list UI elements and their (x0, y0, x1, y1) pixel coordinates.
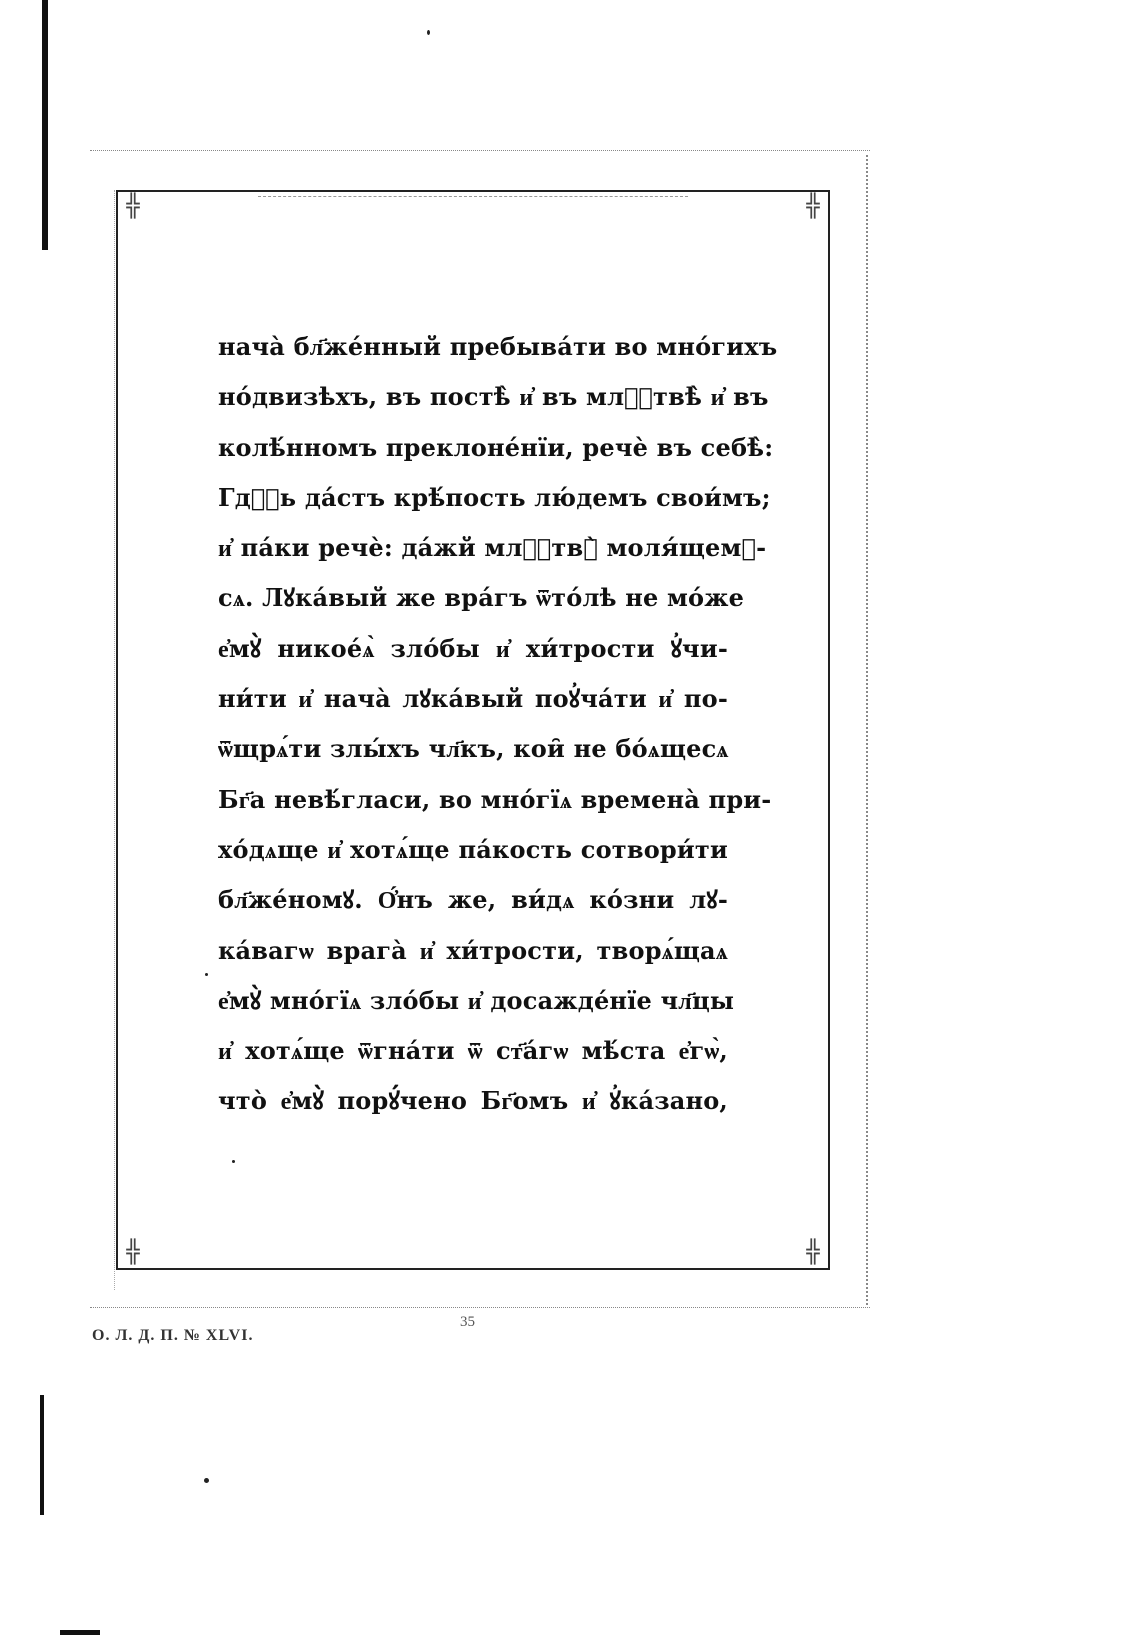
text-frame (116, 190, 830, 1270)
frame-top-dash (258, 196, 688, 197)
outer-dotted-left (114, 190, 115, 1290)
church-slavonic-text (218, 322, 778, 1127)
text-line: бл҃же́номꙋ. О҆́нъ же, ви́дѧ ко́зни лꙋ- (218, 885, 728, 915)
scan-binding-edge-lower (40, 1395, 44, 1515)
collection-reference: О. Л. Д. П. № XLVI. (92, 1327, 254, 1344)
text-line: нача̀ бл҃же́нный пребыва́ти во мно́гихъ (218, 332, 778, 361)
outer-dotted-bottom (90, 1307, 870, 1308)
scan-speck (427, 30, 430, 35)
text-line: е҆мꙋ̀ никое́ѧ̀ зло́бы и҆ хи́трости ꙋ҆чи- (218, 633, 728, 663)
text-line: хо́дѧще и҆ хотѧ́ще па́кость сотвори́ти (218, 834, 728, 864)
text-line: но́двизѣхъ, въ постѣ̀ и҆ въ млⷭ҇твѣ̀ и҆ въ (218, 382, 769, 412)
scan-binding-edge (42, 0, 48, 250)
text-line: что̀ е҆мꙋ̀ порꙋ́чено Бг҃омъ и҆ ꙋ҆ка́зано, (218, 1086, 728, 1116)
text-line: ка́вагѡ врага̀ и҆ хи́трости, творѧ́щаѧ (218, 935, 728, 965)
scan-bottom-mark (60, 1630, 100, 1635)
text-line: и҆ па́ки речѐ: да́жй млⷭ҇твꙋ̀ моля́щемꙋ- (218, 533, 767, 563)
scan-speck (232, 1160, 235, 1163)
outer-dotted-right (866, 155, 868, 1305)
corner-ornament-icon: ╬ (806, 1240, 820, 1265)
scan-speck (205, 973, 208, 976)
text-line: е҆мꙋ̀ мно́гїѧ зло́бы и҆ досажде́нїе чл҃цы (218, 985, 735, 1015)
text-line: колѣ́нномъ преклоне́нїи, речѐ въ себѣ̀: (218, 432, 774, 462)
text-line: и҆ хотѧ́ще ѿгна́ти ѿ ст҃а́гѡ мѣ́ста е҆гѡ̀, (218, 1036, 728, 1066)
scan-speck (204, 1478, 209, 1483)
text-line: Гдⷭ҇ь да́стъ крѣ́пость лю́демъ свои́мъ; (218, 482, 771, 512)
text-line: ѿщрѧ́ти злы́хъ чл҃къ, кои̑ не бо́ѧщесѧ (218, 734, 729, 764)
page-number: 35 (460, 1314, 475, 1330)
text-line: Бг҃а невѣ́гласи, во мно́гїѧ времена̀ при- (218, 784, 772, 814)
outer-dotted-top (90, 150, 870, 151)
text-line: ни́ти и҆ нача̀ лꙋка́вый поꙋ҆ча́ти и҆ по- (218, 684, 728, 714)
text-line: сѧ. Лꙋка́вый же вра́гъ ѿто́лѣ не мо́же (218, 583, 745, 613)
corner-ornament-icon: ╬ (126, 1240, 140, 1265)
corner-ornament-icon: ╬ (806, 194, 820, 219)
corner-ornament-icon: ╬ (126, 194, 140, 219)
